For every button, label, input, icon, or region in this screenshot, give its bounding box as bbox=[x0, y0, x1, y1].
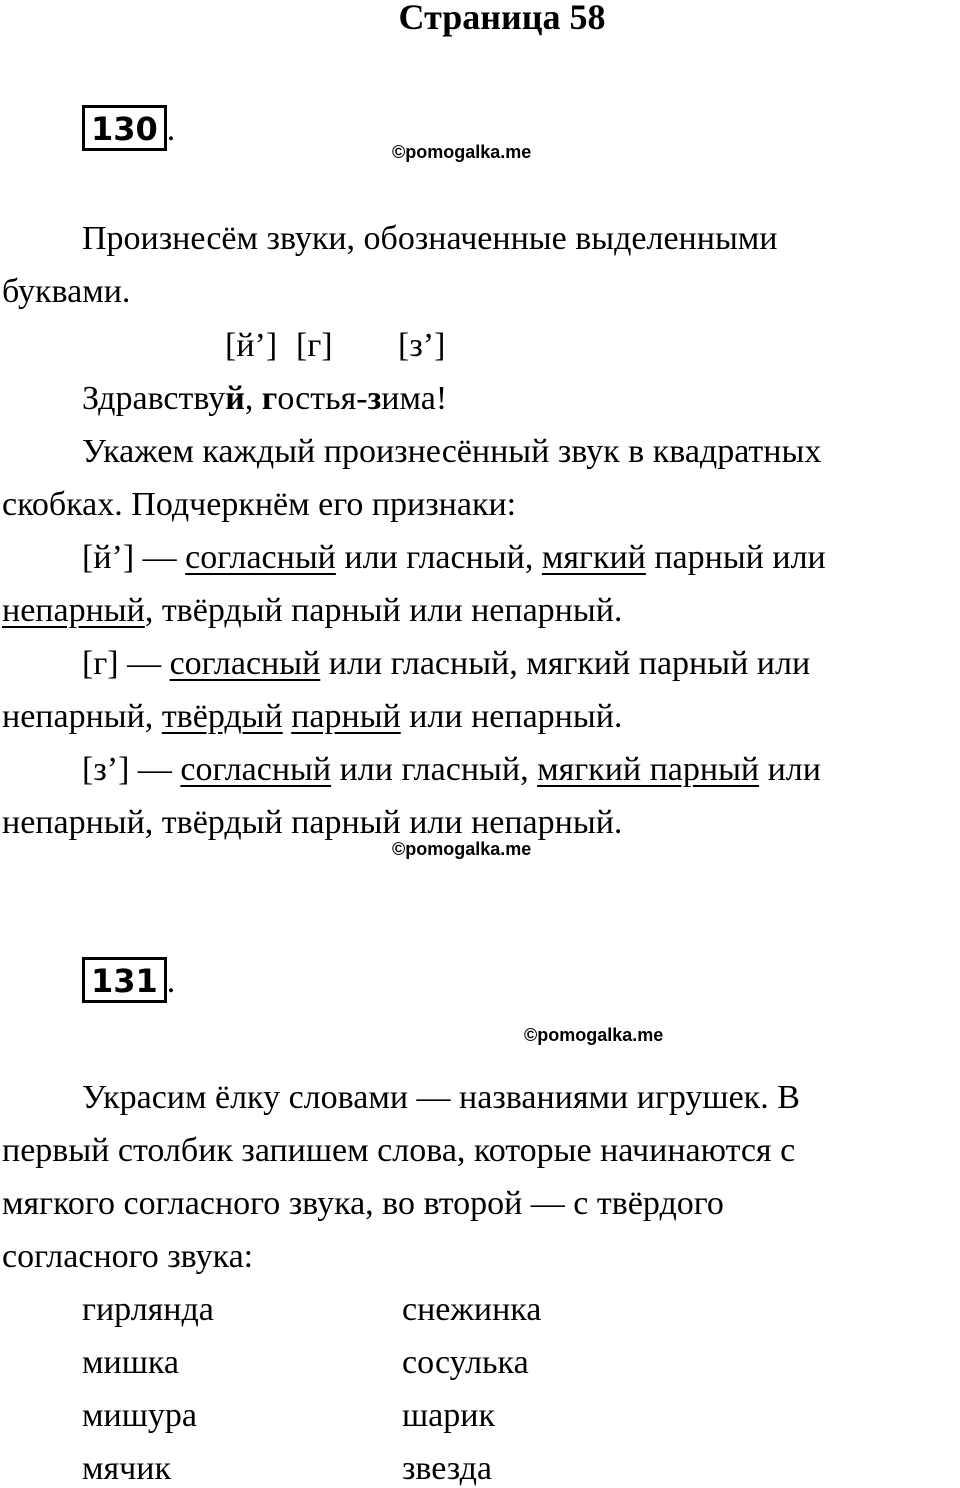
sound-row-1-line-2 bbox=[2, 592, 622, 630]
feature-text: или гласный, мягкий парный или bbox=[320, 645, 811, 682]
sound-row-2-line-1 bbox=[82, 645, 810, 683]
task-line-1: Укажем каждый произнесённый звук в квадратных bbox=[82, 433, 822, 470]
underlined-feature: согласный bbox=[169, 645, 321, 682]
phrase-line bbox=[82, 380, 447, 418]
underlined-feature: мягкий парный bbox=[537, 751, 760, 788]
underlined-feature: мягкий bbox=[541, 539, 646, 576]
exercise-number-box: 130 bbox=[82, 105, 167, 151]
phrase-bold-letter: й bbox=[225, 380, 245, 417]
watermark: ©pomogalka.me bbox=[392, 839, 532, 859]
word-col2: сосулька bbox=[402, 1344, 529, 1381]
task-131-line-4: согласного звука: bbox=[2, 1238, 254, 1275]
phrase-bold-letter: г bbox=[261, 380, 278, 417]
underlined-feature: твёрдый bbox=[161, 698, 283, 735]
feature-text: , твёрдый парный или непарный. bbox=[144, 592, 623, 629]
feature-text: или непарный. bbox=[400, 698, 623, 735]
sound-label-1: [й’] bbox=[225, 327, 278, 364]
task-131-line-3: мягкого согласного звука, во второй — с твёрдого bbox=[2, 1185, 724, 1222]
watermark: ©pomogalka.me bbox=[392, 142, 532, 162]
page-title: Страница 58 bbox=[398, 0, 606, 37]
word-col2: звезда bbox=[402, 1450, 492, 1487]
word-col1: гирлянда bbox=[82, 1291, 214, 1328]
underlined-feature: непарный bbox=[2, 592, 145, 629]
sound-row-3-line-2 bbox=[2, 804, 622, 842]
feature-text: парный или bbox=[645, 539, 826, 576]
underlined-feature: парный bbox=[291, 698, 401, 735]
phrase-text: остья- bbox=[277, 380, 368, 417]
exercise-130-number bbox=[82, 110, 175, 149]
word-col1: мишка bbox=[82, 1344, 179, 1381]
word-col2: снежинка bbox=[402, 1291, 542, 1328]
feature-text bbox=[283, 698, 292, 735]
feature-text: непарный, bbox=[2, 698, 162, 735]
feature-text: или bbox=[759, 751, 821, 788]
task-131-line-2: первый столбик запишем слова, которые начинаются с bbox=[2, 1132, 796, 1169]
sound-row-1-line-1 bbox=[82, 539, 826, 577]
sound-label-2: [г] bbox=[296, 327, 333, 364]
feature-text: [й’] — bbox=[82, 539, 186, 576]
feature-text: [г] — bbox=[82, 645, 170, 682]
underlined-feature: согласный bbox=[180, 751, 332, 788]
word-col2: шарик bbox=[402, 1397, 495, 1434]
sound-row-2-line-2 bbox=[2, 698, 622, 736]
phrase-text: , bbox=[244, 380, 262, 417]
word-col1: мячик bbox=[82, 1450, 171, 1487]
exercise-number-dot: . bbox=[166, 111, 176, 148]
exercise-number-dot: . bbox=[166, 963, 176, 1000]
phrase-bold-letter: з bbox=[367, 380, 382, 417]
exercise-number-box: 131 bbox=[82, 957, 167, 1003]
phrase-text: има! bbox=[381, 380, 448, 417]
phrase-text: Здравству bbox=[82, 380, 226, 417]
intro-line-1: Произнесём звуки, обозначенные выделенными bbox=[82, 220, 778, 257]
feature-text: непарный, твёрдый парный или непарный. bbox=[2, 804, 623, 841]
task-131-line-1: Украсим ёлку словами — названиями игрушек. В bbox=[82, 1079, 800, 1116]
task-line-2: скобках. Подчеркнём его признаки: bbox=[2, 486, 517, 523]
intro-line-2: буквами. bbox=[2, 273, 131, 310]
feature-text: [з’] — bbox=[82, 751, 181, 788]
exercise-131-number bbox=[82, 962, 175, 1001]
watermark: ©pomogalka.me bbox=[524, 1025, 664, 1045]
feature-text: или гласный, bbox=[331, 751, 538, 788]
feature-text: или гласный, bbox=[335, 539, 542, 576]
sound-label-3: [з’] bbox=[398, 327, 446, 364]
sound-row-3-line-1 bbox=[82, 751, 821, 789]
underlined-feature: согласный bbox=[185, 539, 336, 576]
word-col1: мишура bbox=[82, 1397, 197, 1434]
